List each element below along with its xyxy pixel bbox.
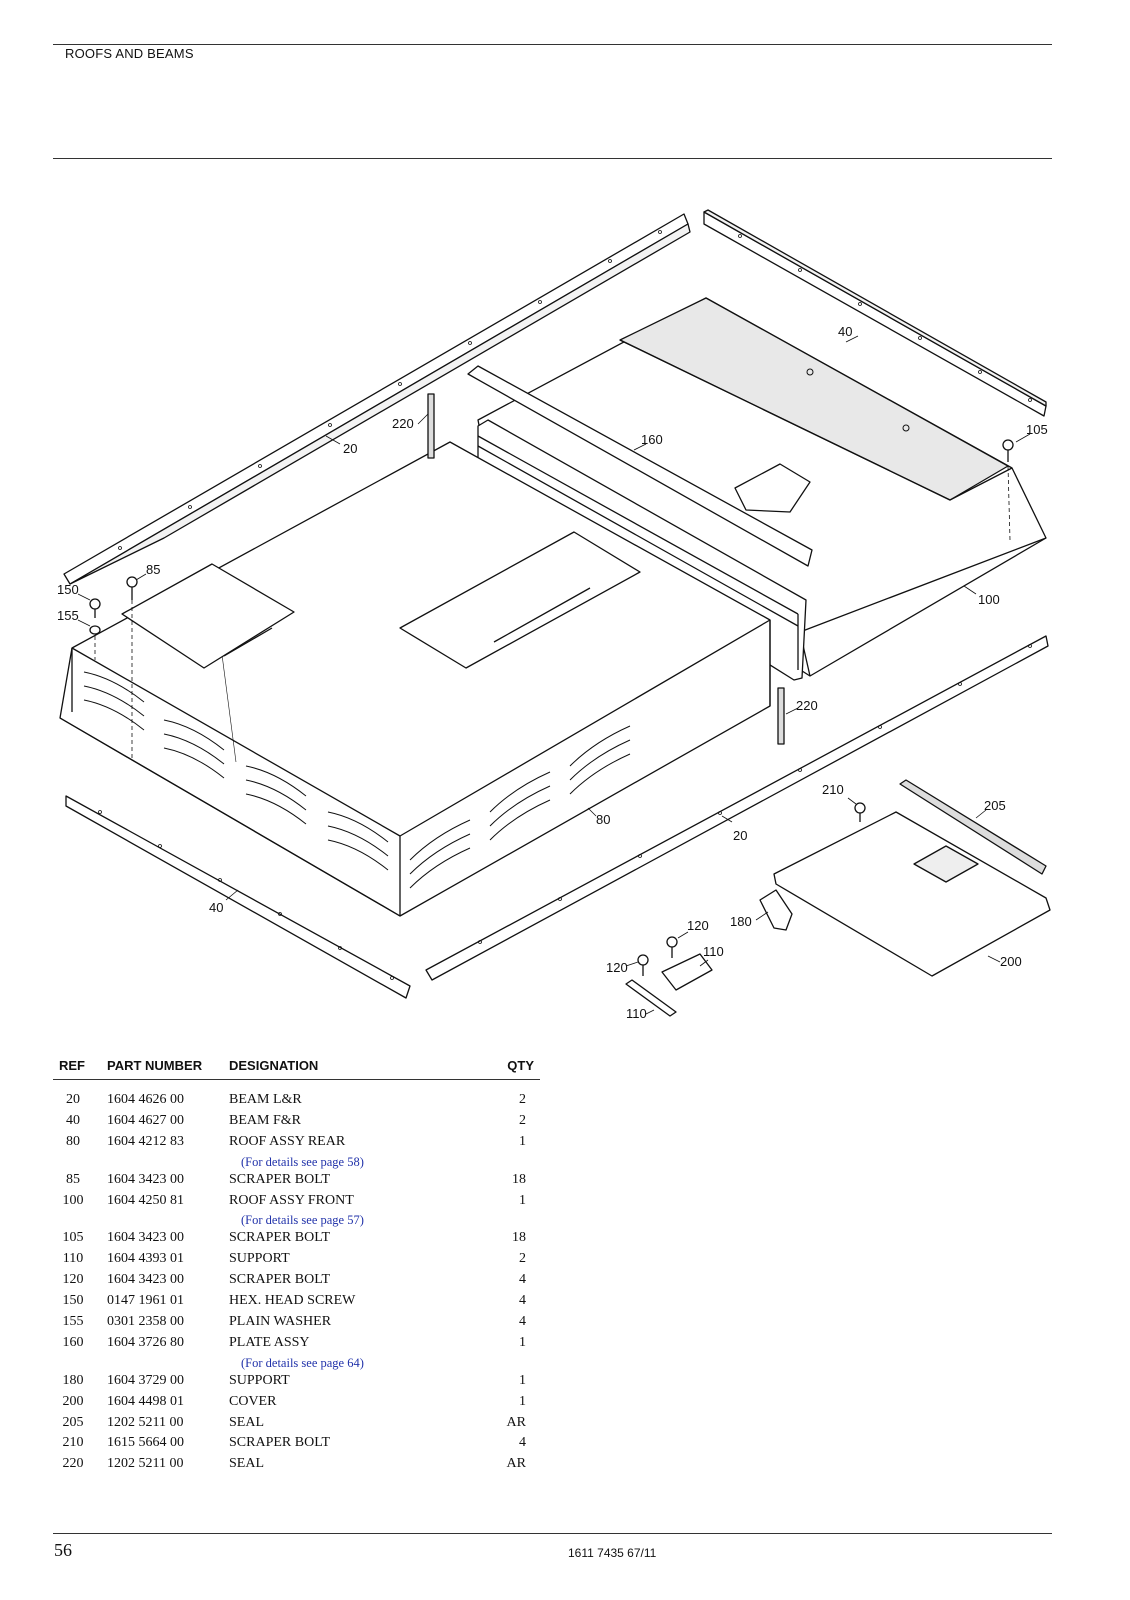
- part-number-cell: 1615 5664 00: [107, 1435, 184, 1451]
- qty-cell: 2: [519, 1251, 526, 1267]
- part-number-cell: 1604 3423 00: [107, 1272, 184, 1288]
- ref-cell: 205: [62, 1414, 84, 1430]
- table-row: [53, 1172, 540, 1193]
- callout-160: 160: [641, 432, 663, 447]
- callout-155: 155: [57, 608, 79, 623]
- table-row: [53, 1293, 540, 1314]
- col-ref-header: REF: [53, 1056, 107, 1080]
- designation-cell: SUPPORT: [229, 1372, 290, 1388]
- callout-80: 80: [596, 812, 611, 827]
- header-bottom-rule: [53, 158, 1052, 159]
- callout-150: 150: [57, 582, 79, 597]
- qty-cell: 1: [519, 1372, 526, 1388]
- section-title: ROOFS AND BEAMS: [65, 46, 194, 61]
- table-note-row: [53, 1356, 540, 1373]
- table-row: [53, 1335, 540, 1356]
- table-row: [53, 1314, 540, 1335]
- callout-210: 210: [822, 782, 844, 797]
- ref-cell: 150: [62, 1293, 84, 1309]
- bolt-210: [855, 803, 865, 822]
- ref-cell: 160: [62, 1334, 84, 1350]
- col-qty-header: QTY: [478, 1056, 540, 1080]
- qty-cell: 1: [519, 1393, 526, 1409]
- part-number-cell: 1604 4627 00: [107, 1112, 184, 1128]
- designation-cell: PLATE ASSY: [229, 1334, 310, 1350]
- ref-cell: 120: [62, 1272, 84, 1288]
- cover-200: [774, 812, 1050, 976]
- designation-cell: COVER: [229, 1393, 277, 1409]
- callout-40-upper: 40: [838, 324, 853, 339]
- part-number-cell: 1604 3726 80: [107, 1334, 184, 1350]
- footer-rule: [53, 1533, 1052, 1534]
- ref-cell: 20: [66, 1092, 80, 1107]
- table-row: [53, 1415, 540, 1436]
- callout-220-lower: 220: [796, 698, 818, 713]
- table-row: [53, 1113, 540, 1134]
- designation-cell: ROOF ASSY FRONT: [229, 1192, 354, 1208]
- callout-85: 85: [146, 562, 161, 577]
- table-row: [53, 1134, 540, 1155]
- ref-cell: 100: [62, 1192, 84, 1208]
- qty-cell: 4: [519, 1314, 526, 1330]
- ref-cell: 105: [62, 1230, 84, 1246]
- callout-20-upper: 20: [343, 441, 358, 456]
- part-number-cell: 1604 4498 01: [107, 1393, 184, 1409]
- parts-table: [53, 1056, 540, 1477]
- callout-220-upper: 220: [392, 416, 414, 431]
- exploded-parts-drawing: [0, 200, 1130, 1030]
- callout-205: 205: [984, 798, 1006, 813]
- designation-cell: BEAM F&R: [229, 1112, 301, 1128]
- qty-cell: 18: [512, 1171, 526, 1187]
- part-number-cell: 1604 4626 00: [107, 1092, 184, 1107]
- document-number: 1611 7435 67/11: [568, 1546, 657, 1560]
- qty-cell: 1: [519, 1192, 526, 1208]
- table-row: [53, 1456, 540, 1477]
- designation-cell: SEAL: [229, 1414, 264, 1430]
- callout-200: 200: [1000, 954, 1022, 969]
- col-part-number-header: PART NUMBER: [107, 1056, 229, 1080]
- ref-cell: 40: [66, 1112, 80, 1128]
- header-top-rule: [53, 44, 1052, 45]
- table-row: [53, 1230, 540, 1251]
- callout-120-upper: 120: [687, 918, 709, 933]
- part-number-cell: 1202 5211 00: [107, 1414, 184, 1430]
- table-row: [53, 1272, 540, 1293]
- designation-cell: SCRAPER BOLT: [229, 1272, 331, 1288]
- page-reference-note: (For details see page 58): [241, 1154, 364, 1169]
- part-number-cell: 0301 2358 00: [107, 1314, 184, 1330]
- designation-cell: ROOF ASSY REAR: [229, 1133, 346, 1149]
- designation-cell: BEAM L&R: [229, 1092, 302, 1107]
- callout-180: 180: [730, 914, 752, 929]
- support-180: [760, 890, 792, 930]
- part-number-cell: 1202 5211 00: [107, 1456, 184, 1472]
- table-note-row: [53, 1155, 540, 1172]
- qty-cell: 4: [519, 1435, 526, 1451]
- ref-cell: 210: [62, 1435, 84, 1451]
- part-number-cell: 1604 4393 01: [107, 1251, 184, 1267]
- table-row: [53, 1373, 540, 1394]
- designation-cell: SEAL: [229, 1456, 264, 1472]
- part-number-cell: 1604 3423 00: [107, 1230, 184, 1246]
- qty-cell: 4: [519, 1272, 526, 1288]
- qty-cell: 2: [519, 1092, 526, 1107]
- qty-cell: 18: [512, 1230, 526, 1246]
- ref-cell: 85: [66, 1171, 80, 1187]
- part-number-cell: 0147 1961 01: [107, 1293, 184, 1309]
- seal-220-upper: [428, 394, 434, 458]
- seal-220-lower: [778, 688, 784, 744]
- qty-cell: AR: [506, 1456, 526, 1472]
- bolt-105: [1003, 440, 1013, 462]
- designation-cell: PLAIN WASHER: [229, 1314, 332, 1330]
- ref-cell: 200: [62, 1393, 84, 1409]
- qty-cell: 1: [519, 1334, 526, 1350]
- callout-100: 100: [978, 592, 1000, 607]
- col-designation-header: DESIGNATION: [229, 1056, 478, 1080]
- part-number-cell: 1604 3423 00: [107, 1171, 184, 1187]
- callout-20-lower: 20: [733, 828, 748, 843]
- qty-cell: 1: [519, 1133, 526, 1149]
- ref-cell: 220: [62, 1456, 84, 1472]
- ref-cell: 155: [62, 1314, 84, 1330]
- designation-cell: SUPPORT: [229, 1251, 290, 1267]
- table-row: [53, 1435, 540, 1456]
- designation-cell: SCRAPER BOLT: [229, 1435, 331, 1451]
- ref-cell: 180: [62, 1372, 84, 1388]
- designation-cell: SCRAPER BOLT: [229, 1171, 331, 1187]
- qty-cell: 4: [519, 1293, 526, 1309]
- part-number-cell: 1604 3729 00: [107, 1372, 184, 1388]
- callout-110-upper: 110: [703, 944, 724, 959]
- ref-cell: 110: [62, 1251, 84, 1267]
- callout-40-lower: 40: [209, 900, 224, 915]
- part-number-cell: 1604 4212 83: [107, 1133, 184, 1149]
- page-reference-note: (For details see page 57): [241, 1213, 364, 1228]
- callout-120-lower: 120: [606, 960, 628, 975]
- designation-cell: HEX. HEAD SCREW: [229, 1293, 356, 1309]
- qty-cell: AR: [506, 1414, 526, 1430]
- table-row: [53, 1394, 540, 1415]
- page-number: 56: [54, 1540, 72, 1560]
- page-reference-note: (For details see page 64): [241, 1355, 364, 1370]
- ref-cell: 80: [66, 1133, 80, 1149]
- qty-cell: 2: [519, 1112, 526, 1128]
- designation-cell: SCRAPER BOLT: [229, 1230, 331, 1246]
- callout-105: 105: [1026, 422, 1048, 437]
- parts-table-header: [53, 1056, 540, 1080]
- table-row: [53, 1193, 540, 1214]
- table-note-row: [53, 1213, 540, 1230]
- callout-110-lower: 110: [626, 1006, 647, 1021]
- table-row: [53, 1080, 540, 1113]
- part-number-cell: 1604 4250 81: [107, 1192, 184, 1208]
- table-row: [53, 1251, 540, 1272]
